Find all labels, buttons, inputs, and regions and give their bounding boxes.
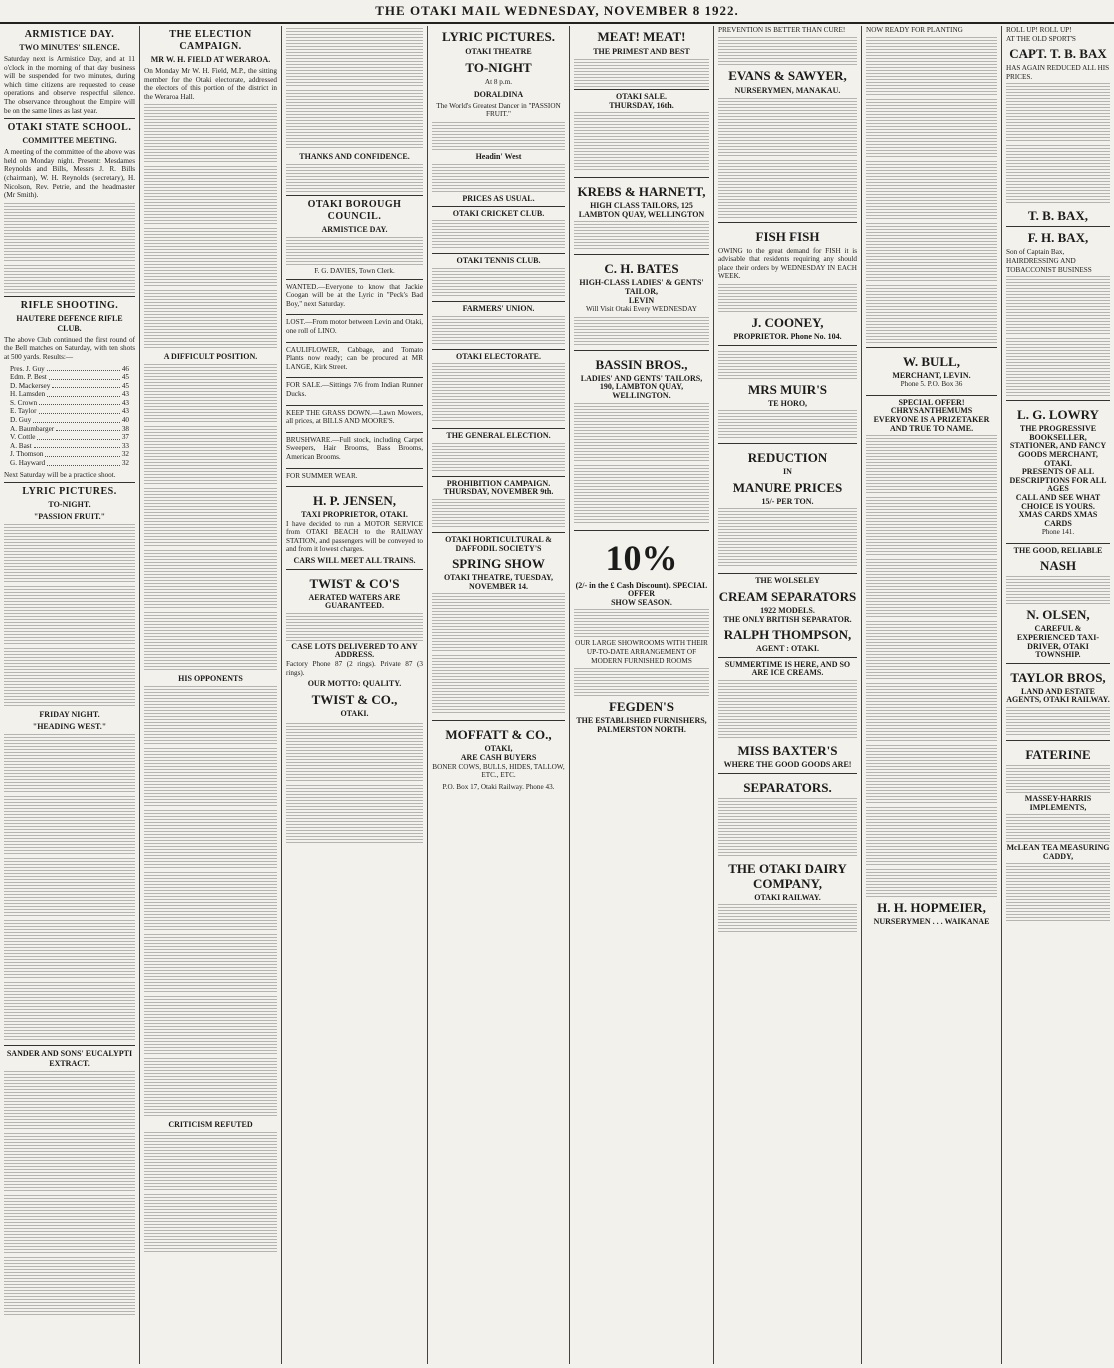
- text-body: [866, 37, 997, 97]
- fh-bax-sub: Son of Captain Bax, HAIRDRESSING AND TOBACCONIST BUSINESS: [1006, 248, 1092, 274]
- moffatt-ad: MOFFATT & CO., OTAKI, ARE CASH BUYERS BONER COWS, BULLS, HIDES, TALLOW, ETC., ETC. P.O. Box 17, Otaki Railway. Phone 43.: [432, 720, 565, 797]
- score-row: H. Lamsden 43: [10, 390, 129, 399]
- lowry-ad: L. G. LOWRY THE PROGRESSIVE BOOKSELLER, STATIONER, AND FANCY GOODS MERCHANT, OTAKI. PRESENTS OF ALL DESCRIPTIONS FOR ALL AGES CALL AND SEE WHAT CHOICE IS YOURS. XMAS CARDS XMAS CARDS Phone 141.: [1006, 400, 1110, 543]
- lyric-time: At 8 p.m.: [484, 78, 513, 86]
- text-body: [866, 285, 997, 345]
- text-body: [1006, 338, 1110, 398]
- divider: [4, 1045, 135, 1046]
- column-2: [140, 26, 282, 1364]
- friday-night: FRIDAY NIGHT.: [39, 710, 100, 720]
- score-row: D. Mackersey 45: [10, 381, 129, 390]
- text-body: [144, 1194, 277, 1254]
- lyric-tonight: TO-NIGHT: [465, 60, 532, 75]
- evans-title: EVANS & SAWYER,: [728, 67, 847, 83]
- column-7: [862, 26, 1002, 1364]
- text-body: [4, 1071, 135, 1131]
- lyric-tonight: TO-NIGHT.: [48, 500, 91, 510]
- text-body: [574, 59, 709, 87]
- text-body: [4, 1133, 135, 1193]
- rifle-text: The above Club continued the first round of the Bell matches on Saturday, with ten shots at 500 yards. Results:—: [4, 335, 135, 361]
- text-body: [144, 1058, 277, 1118]
- taylor-ad: TAYLOR BROS, LAND AND ESTATE AGENTS, OTAKI RAILWAY.: [1006, 663, 1110, 740]
- tb-bax: T. B. BAX,: [1027, 208, 1089, 224]
- text-body: [144, 1132, 277, 1192]
- show-ad: 10% (2/- in the £ Cash Discount). SPECIAL OFFER SHOW SEASON. OUR LARGE SHOWROOMS WITH THEIR UP-TO-DATE ARRANGEMENT OF MODERN FURNISHED ROOMS FEGDEN'S THE ESTABLISHED FURNISHERS, PALMERSTON NORTH.: [574, 530, 709, 738]
- text-body: [4, 858, 135, 918]
- text-body: [4, 524, 135, 584]
- sanders-title: SANDER AND SONS' EUCALYPTI EXTRACT.: [6, 1049, 133, 1069]
- text-body: [1006, 276, 1110, 336]
- bates-ad: C. H. BATES HIGH-CLASS LADIES' & GENTS' TAILOR, LEVIN Will Visit Otaki Every WEDNESDAY: [574, 254, 709, 349]
- score-row: A. Bast 33: [10, 441, 129, 450]
- krebs-ad: KREBS & HARNETT, HIGH CLASS TAILORS, 125 LAMBTON QUAY, WELLINGTON: [574, 177, 709, 254]
- text-body: [718, 160, 857, 220]
- text-body: [1006, 83, 1110, 143]
- divider: [1006, 226, 1110, 227]
- classified-ad: FOR SUMMER WEAR.: [286, 468, 423, 487]
- text-body: [286, 785, 423, 845]
- text-body: [144, 934, 277, 994]
- score-list: [4, 365, 135, 468]
- icecream-ad: SUMMERTIME IS HERE, AND SO ARE ICE CREAMS. MISS BAXTER'S WHERE THE GOOD GOODS ARE!: [718, 657, 857, 773]
- planting-ad: NOW READY FOR PLANTING: [866, 26, 963, 34]
- election-subhead: HIS OPPONENTS: [178, 674, 243, 684]
- text-body: [4, 1195, 135, 1255]
- meat-sub: THE PRIMEST AND BEST: [593, 47, 690, 56]
- text-body: [718, 37, 857, 65]
- election-intro: On Monday Mr W. H. Field, M.P., the sitting member for the Otaki electorate, addressed the electors of this portion of the district in the Weraroa Hall.: [144, 67, 277, 101]
- election-subhead: A DIFFICULT POSITION.: [163, 352, 258, 362]
- classified-ad: WANTED.—Everyone to know that Jackie Coogan will be at the Lyric in "Peck's Bad Boy," next Saturday.: [286, 279, 423, 315]
- rifle-title: RIFLE SHOOTING.: [20, 299, 119, 311]
- election-subhead: CRITICISM REFUTED: [168, 1120, 253, 1130]
- dairy-ad: SEPARATORS. THE OTAKI DAIRY COMPANY, OTAKI RAILWAY.: [718, 773, 857, 938]
- bax-header: ROLL UP! ROLL UP!: [1006, 26, 1072, 34]
- text-body: [144, 166, 277, 226]
- lyric-star: DORALDINA: [473, 89, 524, 99]
- score-row: A. Baumbarger 38: [10, 424, 129, 433]
- column-6: [714, 26, 862, 1364]
- meat-ad: MEAT! MEAT!: [597, 29, 686, 44]
- prevent-ad: PREVENTION IS BETTER THAN CURE!: [718, 26, 846, 34]
- column-8: [1002, 26, 1114, 1364]
- bull-ad: W. BULL, MERCHANT, LEVIN. Phone 5. P.O. Box 36: [866, 347, 997, 395]
- lyric-desc: The World's Greatest Dancer in "PASSION FRUIT.": [436, 101, 561, 119]
- divider: [286, 195, 423, 196]
- lyric-prices: PRICES AS USUAL.: [462, 193, 535, 203]
- evans-sub: NURSERYMEN, MANAKAU.: [734, 85, 841, 95]
- notice: OTAKI TENNIS CLUB.: [432, 253, 565, 301]
- score-row: E. Taylor 43: [10, 407, 129, 416]
- faterine-ad: FATERINE MASSEY-HARRIS IMPLEMENTS, McLEAN TEA MEASURING CADDY,: [1006, 740, 1110, 928]
- jensen-ad: H. P. JENSEN, TAXI PROPRIETOR, OTAKI. I have decided to run a MOTOR SERVICE from OTAKI BEACH to the RAILWAY STATION, and passengers will be conveyed to and from it lowest charges. CARS WILL MEET ALL TRAINS.: [286, 486, 423, 569]
- manure-ad: REDUCTION IN MANURE PRICES 15/- PER TON.: [718, 443, 857, 573]
- bax-title: CAPT. T. B. BAX: [1009, 46, 1107, 62]
- text-body: [144, 810, 277, 870]
- school-title: OTAKI STATE SCHOOL.: [7, 122, 132, 134]
- bax-sub: HAS AGAIN REDUCED ALL HIS PRICES.: [1006, 64, 1110, 81]
- text-body: [286, 723, 423, 783]
- council-subhead: ARMISTICE DAY.: [321, 225, 388, 234]
- notice: PROHIBITION CAMPAIGN. THURSDAY, NOVEMBER 9th.: [432, 476, 565, 532]
- column-3: [282, 26, 428, 1364]
- fh-bax: F. H. BAX,: [1027, 230, 1089, 246]
- council-title: OTAKI BOROUGH COUNCIL.: [307, 199, 402, 222]
- text-body: [144, 104, 277, 164]
- election-title: THE ELECTION CAMPAIGN.: [169, 29, 252, 52]
- notice: OTAKI CRICKET CLUB.: [432, 206, 565, 254]
- text-body: [4, 1257, 135, 1317]
- lyric-heading-west: Headin' West: [475, 151, 522, 161]
- text-body: [144, 872, 277, 932]
- text-body: [432, 164, 565, 192]
- text-body: [144, 290, 277, 350]
- fish-ad: FISH FISH OWING to the great demand for FISH it is advisable that residents requiring any should place their orders by WEDNESDAY IN EACH WEEK. J. COONEY, PROPRIETOR. Phone No. 104.: [718, 222, 857, 345]
- school-text: A meeting of the committee of the above was held on Monday night. Present: Mesdames Reynolds and Bills, Messrs J. R. Bills (chairman), W. H. Reynolds (secretary), H. Nicolson, Rev. Petrie, and the headmaster (Mr Smith).: [4, 148, 135, 200]
- text-body: [4, 982, 135, 1042]
- text-body: [144, 686, 277, 746]
- text-body: [866, 223, 997, 283]
- text-body: [144, 748, 277, 808]
- score-row: S. Crown 43: [10, 398, 129, 407]
- text-body: [286, 90, 423, 150]
- score-row: J. Thomson 32: [10, 450, 129, 459]
- spring-show-ad: OTAKI HORTICULTURAL & DAFFODIL SOCIETY'S SPRING SHOW OTAKI THEATRE, TUESDAY, NOVEMBER 14.: [432, 532, 565, 720]
- text-body: [4, 203, 135, 263]
- classified-ad: FOR SALE.—Sittings 7/6 from Indian Runner Ducks.: [286, 377, 423, 404]
- text-body: [4, 586, 135, 646]
- school-subtitle: COMMITTEE MEETING.: [22, 136, 117, 146]
- text-body: [144, 426, 277, 486]
- classified-ad: CAULIFLOWER, Cabbage, and Tomato Plants now ready; can be procured at MR LANGE, Kirk Street.: [286, 342, 423, 378]
- text-body: [286, 28, 423, 88]
- divider: [4, 482, 135, 483]
- notice: FARMERS' UNION.: [432, 301, 565, 349]
- text-body: [144, 550, 277, 610]
- classified-ad: BRUSHWARE.—Full stock, including Carpet Sweepers, Hair Brooms, Bass Brooms, American Brooms.: [286, 432, 423, 468]
- rifle-next: Next Saturday will be a practice shoot.: [4, 470, 116, 479]
- text-body: [144, 364, 277, 424]
- text-body: [4, 796, 135, 856]
- twist-ad: TWIST & CO'S AERATED WATERS ARE GUARANTEED. CASE LOTS DELIVERED TO ANY ADDRESS. Factory Phone 87 (2 rings). Private 87 (3 rings). OUR MOTTO: QUALITY. TWIST & CO., OTAKI.: [286, 569, 423, 722]
- text-body: [4, 734, 135, 794]
- masthead: THE OTAKI MAIL WEDNESDAY, NOVEMBER 8 1922.: [0, 0, 1114, 24]
- text-body: [4, 265, 135, 293]
- classified-ad: LOST.—From motor between Levin and Otaki, one roll of LINO.: [286, 314, 423, 341]
- text-body: [866, 99, 997, 159]
- armistice-title: ARMISTICE DAY.: [24, 29, 115, 40]
- text-body: [4, 920, 135, 980]
- score-row: D. Guy 40: [10, 416, 129, 425]
- divider: [4, 296, 135, 297]
- score-row: Edm. P. Best 45: [10, 373, 129, 382]
- lyric-film: "PASSION FRUIT.": [33, 512, 106, 522]
- column-1: [0, 26, 140, 1364]
- classified-ad: KEEP THE GRASS DOWN.—Lawn Mowers, all prices, at BILLS AND MOORE'S.: [286, 405, 423, 432]
- lyric-ad-sub: OTAKI THEATRE: [465, 47, 532, 56]
- nash-ad: THE GOOD, RELIABLE NASH N. OLSEN, CAREFUL & EXPERIENCED TAXI-DRIVER, OTAKI TOWNSHIP.: [1006, 543, 1110, 663]
- score-row: G. Hayward 32: [10, 459, 129, 468]
- score-row: Pres. J. Guy 46: [10, 364, 129, 373]
- text-body: [144, 996, 277, 1056]
- text-body: [866, 161, 997, 221]
- columns: [0, 26, 1114, 1364]
- muirs-ad: MRS MUIR'S TE HORO,: [718, 345, 857, 444]
- column-4: [428, 26, 570, 1364]
- council-sign: F. G. DAVIES, Town Clerk.: [314, 267, 395, 275]
- bassin-ad: BASSIN BROS., LADIES' AND GENTS' TAILORS, 190, LAMBTON QUAY, WELLINGTON.: [574, 350, 709, 530]
- chrysanthemum-ad: SPECIAL OFFER! CHRYSANTHEMUMS EVERYONE IS A PRIZETAKER AND TRUE TO NAME. H. H. HOPMEIER, NURSERYMEN . . . WAIKANAE: [866, 395, 997, 930]
- wolseley-ad: THE WOLSELEY CREAM SEPARATORS 1922 MODELS. THE ONLY BRITISH SEPARATOR. RALPH THOMPSON, AGENT : OTAKI.: [718, 573, 857, 656]
- text-body: [432, 122, 565, 150]
- lyric-ad-title: LYRIC PICTURES.: [442, 29, 555, 44]
- text-body: [144, 488, 277, 548]
- rifle-subtitle: HAUTERE DEFENCE RIFLE CLUB.: [16, 313, 123, 333]
- text-body: [1006, 145, 1110, 205]
- text-body: [286, 237, 423, 265]
- divider: [4, 118, 135, 119]
- armistice-text: Saturday next is Armistice Day, and at 11 o'clock in the morning of that day business will be suspended for two minutes, during which time citizens are requested to cease operations and observe respectful silence. The observance throughout the Empire will be on the same lines as last year.: [4, 55, 135, 115]
- lyric-title: LYRIC PICTURES.: [22, 486, 117, 498]
- text-body: [144, 612, 277, 672]
- text-body: [4, 648, 135, 708]
- column-5: [570, 26, 714, 1364]
- thanks-subhead: THANKS AND CONFIDENCE.: [299, 152, 410, 161]
- election-subtitle: MR W. H. FIELD AT WERAROA.: [150, 55, 271, 64]
- armistice-subtitle: TWO MINUTES' SILENCE.: [19, 43, 120, 52]
- bax-old-sport: AT THE OLD SPORT'S: [1006, 34, 1076, 43]
- notice: OTAKI ELECTORATE.: [432, 349, 565, 429]
- score-row: V. Cottle 37: [10, 433, 129, 442]
- sale-ad: OTAKI SALE. THURSDAY, 16th.: [574, 89, 709, 177]
- text-body: [144, 228, 277, 288]
- friday-film: "HEADING WEST.": [32, 722, 107, 732]
- notice: THE GENERAL ELECTION.: [432, 428, 565, 476]
- text-body: [286, 164, 423, 192]
- text-body: [718, 98, 857, 158]
